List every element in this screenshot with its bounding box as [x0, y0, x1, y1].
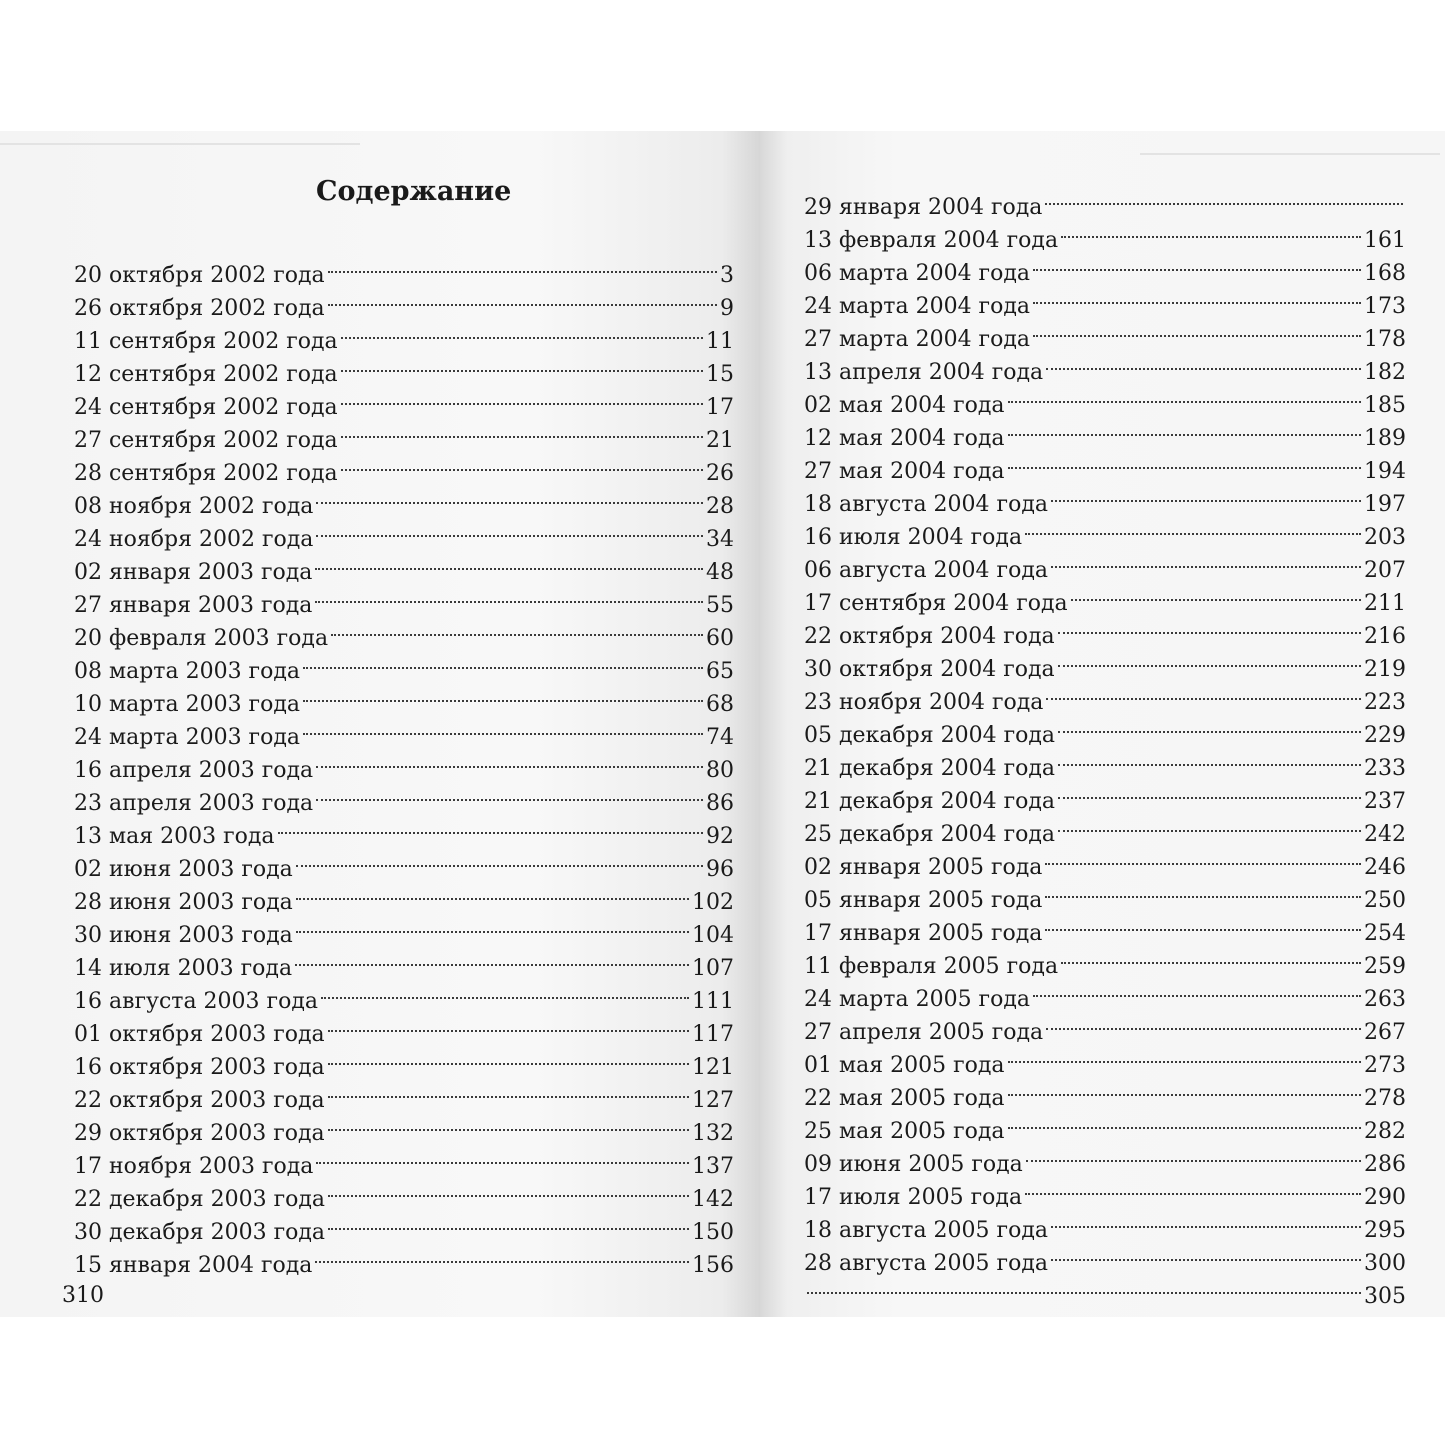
dot-leader	[321, 975, 689, 1008]
toc-entry-page: 68	[706, 692, 734, 717]
dot-leader	[341, 381, 703, 414]
toc-title: Содержание	[316, 176, 512, 207]
toc-entry-page: 242	[1364, 822, 1406, 847]
dot-leader	[1058, 775, 1361, 808]
dot-leader	[1008, 1039, 1361, 1072]
toc-entry-page: 168	[1364, 261, 1406, 286]
toc-entry-date: 27 апреля 2005 года	[804, 1020, 1044, 1045]
toc-entry-page: 137	[692, 1154, 734, 1179]
toc-entry-date: 16 апреля 2003 года	[74, 758, 314, 783]
toc-entry-page: 246	[1364, 855, 1406, 880]
toc-entry-page: 250	[1364, 888, 1406, 913]
toc-entry-date: 24 сентября 2002 года	[74, 395, 338, 420]
dot-leader	[1008, 412, 1361, 445]
toc-entry-page: 259	[1364, 954, 1406, 979]
toc-entry-date: 12 мая 2004 года	[804, 426, 1005, 451]
dot-leader	[1071, 577, 1361, 610]
toc-entry-page: 55	[706, 593, 734, 618]
toc-entry-page: 223	[1364, 690, 1406, 715]
toc-entry-date: 18 августа 2004 года	[804, 492, 1048, 517]
dot-leader	[278, 810, 703, 843]
toc-entry-date: 16 августа 2003 года	[74, 989, 318, 1014]
toc-entry-date: 05 декабря 2004 года	[804, 723, 1056, 748]
toc-entry-date: 27 марта 2004 года	[804, 327, 1030, 352]
dot-leader	[1051, 1237, 1361, 1270]
dot-leader	[296, 843, 703, 876]
dot-leader	[1008, 1072, 1361, 1105]
toc-entry-date: 02 января 2005 года	[804, 855, 1043, 880]
toc-entry-page: 254	[1364, 921, 1406, 946]
left-page	[0, 131, 760, 1317]
dot-leader	[1046, 676, 1361, 709]
dot-leader	[328, 1074, 689, 1107]
dot-leader	[1025, 511, 1361, 544]
dot-leader	[1046, 1006, 1361, 1039]
toc-entry-page: 74	[706, 725, 734, 750]
toc-entry-page: 21	[706, 428, 734, 453]
dot-leader	[303, 678, 703, 711]
dot-leader	[1025, 1171, 1361, 1204]
toc-entry-date: 06 марта 2004 года	[804, 261, 1030, 286]
dot-leader	[1045, 907, 1361, 940]
toc-entry-page: 197	[1364, 492, 1406, 517]
dot-leader	[1008, 1105, 1361, 1138]
toc-entry-page: 111	[692, 989, 734, 1014]
toc-entry-page: 107	[692, 956, 734, 981]
toc-entry-page: 194	[1364, 459, 1406, 484]
toc-entry-date: 12 сентября 2002 года	[74, 362, 338, 387]
toc-entry-page: 305	[1364, 1284, 1406, 1309]
toc-entry-date: 18 августа 2005 года	[804, 1218, 1048, 1243]
toc-entry-date: 17 сентября 2004 года	[804, 591, 1068, 616]
toc-entry-date: 28 июня 2003 года	[74, 890, 293, 915]
dot-leader	[1058, 610, 1361, 643]
dot-leader	[295, 942, 689, 975]
toc-entry-date: 25 декабря 2004 года	[804, 822, 1056, 847]
toc-entry-page: 15	[706, 362, 734, 387]
toc-entry-page: 263	[1364, 987, 1406, 1012]
toc-entry-page: 102	[692, 890, 734, 915]
dot-leader	[328, 1041, 689, 1074]
toc-entry-page: 286	[1364, 1152, 1406, 1177]
toc-list-left	[74, 249, 734, 1278]
toc-entry-date: 25 мая 2005 года	[804, 1119, 1005, 1144]
toc-entry-date: 27 сентября 2002 года	[74, 428, 338, 453]
toc-entry-date: 20 февраля 2003 года	[74, 626, 329, 651]
dot-leader	[1046, 346, 1361, 379]
toc-entry-page: 273	[1364, 1053, 1406, 1078]
dot-leader	[807, 1270, 1361, 1303]
toc-entry-date: 11 февраля 2005 года	[804, 954, 1059, 979]
toc-entry-date: 02 января 2003 года	[74, 560, 313, 585]
toc-entry-date: 26 октября 2002 года	[74, 296, 325, 321]
toc-entry	[804, 1270, 1406, 1309]
toc-entry-date: 13 апреля 2004 года	[804, 360, 1044, 385]
toc-entry-page: 86	[706, 791, 734, 816]
toc-entry-date: 16 октября 2003 года	[74, 1055, 325, 1080]
dot-leader	[1058, 808, 1361, 841]
toc-entry-page: 80	[706, 758, 734, 783]
toc-entry-date: 02 мая 2004 года	[804, 393, 1005, 418]
toc-entry-date: 23 ноября 2004 года	[804, 690, 1044, 715]
toc-entry	[74, 249, 734, 288]
toc-entry-page: 207	[1364, 558, 1406, 583]
toc-entry-page: 156	[692, 1253, 734, 1278]
toc-entry-date: 21 декабря 2004 года	[804, 756, 1056, 781]
toc-entry-date: 24 ноября 2002 года	[74, 527, 314, 552]
toc-entry-page: 161	[1364, 228, 1406, 253]
toc-entry-page: 233	[1364, 756, 1406, 781]
toc-entry-date: 28 августа 2005 года	[804, 1251, 1048, 1276]
dot-leader	[316, 777, 703, 810]
toc-entry-page: 173	[1364, 294, 1406, 319]
toc-entry-date: 15 января 2004 года	[74, 1253, 313, 1278]
dot-leader	[1033, 973, 1361, 1006]
dot-leader	[1045, 181, 1403, 214]
toc-entry-page: 300	[1364, 1251, 1406, 1276]
dot-leader	[1033, 313, 1361, 346]
toc-entry-page: 178	[1364, 327, 1406, 352]
dot-leader	[316, 480, 703, 513]
toc-entry-page: 237	[1364, 789, 1406, 814]
toc-entry-page: 96	[706, 857, 734, 882]
toc-entry-date: 22 декабря 2003 года	[74, 1187, 326, 1212]
dot-leader	[341, 414, 703, 447]
toc-entry-page: 121	[692, 1055, 734, 1080]
dot-leader	[1008, 445, 1361, 478]
book-spread	[0, 131, 1445, 1317]
toc-entry-date: 08 ноября 2002 года	[74, 494, 314, 519]
toc-entry-page: 189	[1364, 426, 1406, 451]
dot-leader	[331, 612, 703, 645]
dot-leader	[328, 1206, 689, 1239]
toc-entry-page: 295	[1364, 1218, 1406, 1243]
dot-leader	[303, 645, 703, 678]
running-header-rule	[1140, 153, 1440, 155]
toc-entry-page: 229	[1364, 723, 1406, 748]
toc-entry-date: 08 марта 2003 года	[74, 659, 300, 684]
dot-leader	[328, 1107, 689, 1140]
dot-leader	[341, 348, 703, 381]
toc-entry-date: 10 марта 2003 года	[74, 692, 300, 717]
toc-entry-date: 13 мая 2003 года	[74, 824, 275, 849]
toc-entry-date: 29 января 2004 года	[804, 195, 1043, 220]
toc-entry-date: 17 июля 2005 года	[804, 1185, 1023, 1210]
toc-entry-page: 182	[1364, 360, 1406, 385]
toc-entry-date: 17 ноября 2003 года	[74, 1154, 314, 1179]
toc-entry-page: 203	[1364, 525, 1406, 550]
toc-entry-date: 06 августа 2004 года	[804, 558, 1048, 583]
dot-leader	[1051, 544, 1361, 577]
dot-leader	[328, 1008, 689, 1041]
dot-leader	[1045, 841, 1361, 874]
toc-entry-page: 142	[692, 1187, 734, 1212]
toc-entry-date: 22 октября 2003 года	[74, 1088, 325, 1113]
dot-leader	[1033, 247, 1361, 280]
running-header-rule	[0, 143, 360, 145]
toc-entry-page: 60	[706, 626, 734, 651]
dot-leader	[1058, 643, 1361, 676]
toc-entry-date: 28 сентября 2002 года	[74, 461, 338, 486]
dot-leader	[1058, 742, 1361, 775]
dot-leader	[328, 282, 717, 315]
toc-entry-date: 30 октября 2004 года	[804, 657, 1055, 682]
toc-entry-page: 17	[706, 395, 734, 420]
dot-leader	[315, 546, 703, 579]
dot-leader	[1061, 214, 1361, 247]
dot-leader	[296, 876, 689, 909]
toc-entry-date: 17 января 2005 года	[804, 921, 1043, 946]
toc-entry-page: 216	[1364, 624, 1406, 649]
dot-leader	[316, 744, 703, 777]
right-page	[760, 131, 1445, 1317]
toc-entry-page: 219	[1364, 657, 1406, 682]
dot-leader	[1051, 478, 1361, 511]
dot-leader	[1008, 379, 1361, 412]
dot-leader	[316, 513, 703, 546]
toc-entry-date: 01 мая 2005 года	[804, 1053, 1005, 1078]
toc-entry-page: 290	[1364, 1185, 1406, 1210]
toc-entry-page: 278	[1364, 1086, 1406, 1111]
dot-leader	[1051, 1204, 1361, 1237]
dot-leader	[315, 579, 703, 612]
toc-entry-page: 26	[706, 461, 734, 486]
dot-leader	[328, 249, 717, 282]
toc-entry-date: 16 июля 2004 года	[804, 525, 1023, 550]
toc-entry-date: 24 марта 2005 года	[804, 987, 1030, 1012]
toc-entry-date: 30 декабря 2003 года	[74, 1220, 326, 1245]
dot-leader	[296, 909, 689, 942]
toc-entry-date: 24 марта 2003 года	[74, 725, 300, 750]
toc-entry-page: 34	[706, 527, 734, 552]
dot-leader	[1045, 874, 1361, 907]
page-number: 310	[62, 1283, 104, 1308]
toc-entry-date: 21 декабря 2004 года	[804, 789, 1056, 814]
toc-entry-date: 02 июня 2003 года	[74, 857, 293, 882]
toc-entry-page: 185	[1364, 393, 1406, 418]
toc-entry-page: 132	[692, 1121, 734, 1146]
toc-entry-page: 117	[692, 1022, 734, 1047]
toc-entry-date: 09 июня 2005 года	[804, 1152, 1023, 1177]
toc-entry-page: 11	[706, 329, 734, 354]
toc-entry	[804, 181, 1406, 220]
toc-entry-page: 282	[1364, 1119, 1406, 1144]
toc-entry-date: 24 марта 2004 года	[804, 294, 1030, 319]
dot-leader	[1033, 280, 1361, 313]
toc-list-right	[804, 181, 1406, 1309]
dot-leader	[1061, 940, 1361, 973]
toc-entry-date: 13 февраля 2004 года	[804, 228, 1059, 253]
dot-leader	[303, 711, 703, 744]
toc-entry-date: 20 октября 2002 года	[74, 263, 325, 288]
toc-entry-page: 3	[720, 263, 734, 288]
toc-entry-date: 29 октября 2003 года	[74, 1121, 325, 1146]
toc-entry-page: 127	[692, 1088, 734, 1113]
toc-entry-page: 65	[706, 659, 734, 684]
dot-leader	[341, 447, 703, 480]
toc-entry-date: 23 апреля 2003 года	[74, 791, 314, 816]
dot-leader	[316, 1140, 689, 1173]
toc-entry-date: 27 января 2003 года	[74, 593, 313, 618]
toc-entry-page: 104	[692, 923, 734, 948]
dot-leader	[315, 1239, 689, 1272]
toc-entry-page: 211	[1364, 591, 1406, 616]
toc-entry-page: 267	[1364, 1020, 1406, 1045]
toc-entry-date: 01 октября 2003 года	[74, 1022, 325, 1047]
toc-entry-date: 11 сентября 2002 года	[74, 329, 338, 354]
toc-entry-date: 27 мая 2004 года	[804, 459, 1005, 484]
dot-leader	[1026, 1138, 1361, 1171]
toc-entry-page: 92	[706, 824, 734, 849]
toc-entry-date: 14 июля 2003 года	[74, 956, 293, 981]
dot-leader	[341, 315, 703, 348]
toc-entry-date: 05 января 2005 года	[804, 888, 1043, 913]
dot-leader	[328, 1173, 689, 1206]
toc-entry-page: 48	[706, 560, 734, 585]
dot-leader	[1058, 709, 1361, 742]
toc-entry-page: 9	[720, 296, 734, 321]
toc-entry-date: 22 октября 2004 года	[804, 624, 1055, 649]
toc-entry-page: 28	[706, 494, 734, 519]
toc-entry-date: 30 июня 2003 года	[74, 923, 293, 948]
toc-entry-page: 150	[692, 1220, 734, 1245]
toc-entry-date: 22 мая 2005 года	[804, 1086, 1005, 1111]
